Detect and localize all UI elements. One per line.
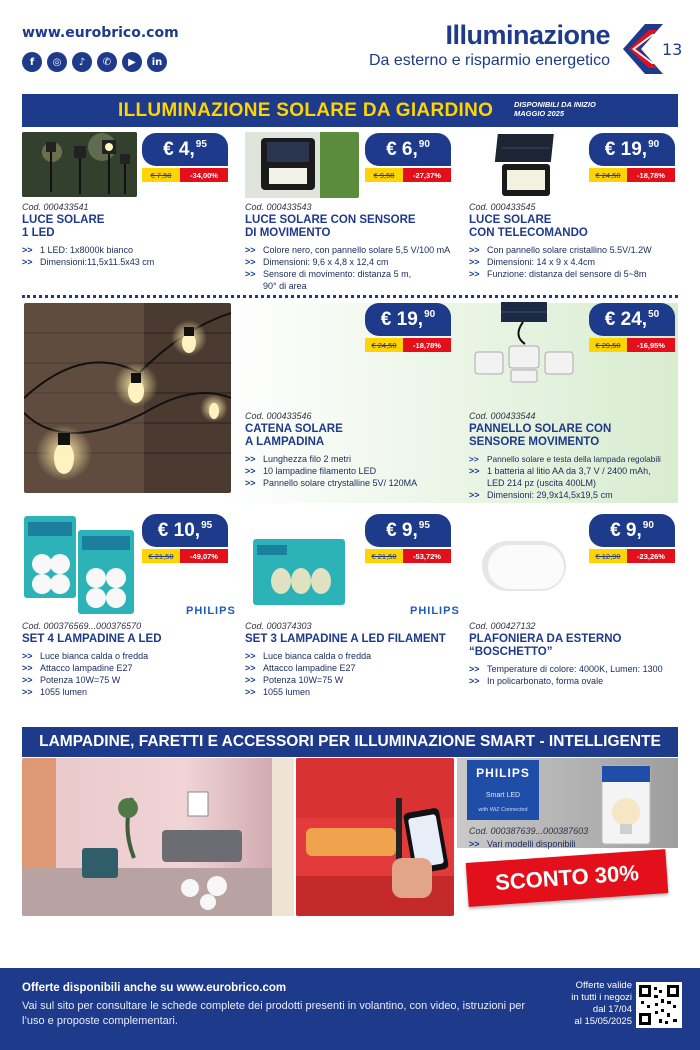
smart-living-room-photo [22,758,294,916]
footer-title[interactable]: Offerte disponibili anche su www.eurobrico.com [22,982,287,994]
pack-sub: with WiZ Connected [478,807,528,813]
feature-item: >> Dimensioni: 14 x 9 x 4.4cm [469,256,679,268]
product-features [22,244,232,268]
discount-stamp: SCONTO 30% [466,849,669,907]
footer-text: Vai sul sito per consultare le schede complete dei prodotti presenti in volantino, con video, istruzioni per l’uso e proposte complementari. [22,1000,526,1027]
product-code: Cod. 000433543 [245,202,312,212]
product-code: Cod. 000433545 [469,202,536,212]
product-code: Cod. 000433544 [469,411,536,421]
product-features [245,244,465,292]
feature-item: >> Luce bianca calda o fredda [22,650,232,662]
social-icons [22,52,167,72]
price-tag [142,133,228,182]
banner-title: LAMPADINE, FARETTI E ACCESSORI PER ILLUMINAZIONE SMART - INTELLIGENTE [39,733,661,750]
solar-panel-sensor-photo [473,300,577,384]
product-info [245,411,465,489]
product-info [245,202,465,292]
product-name: PLAFONIERA DA ESTERNO “BOSCHETTO” [469,633,622,658]
product-features [22,650,232,698]
solar-string-lights-photo [24,303,231,493]
feature-item: >> Pannello solare ctrystalline 5V/ 120MA [245,477,465,489]
feature-item: >> Pannello solare e testa della lampada regolabili [469,453,679,465]
feature-item: >> 1 batteria al litio AA da 3,7 V / 2400 mAh, LED 214 pz (uscita 400LM) [469,465,679,489]
product-code: Cod. 000433546 [245,411,312,421]
facebook-icon[interactable]: f [22,52,42,72]
price-current: € 19, $^{90}$ [365,303,451,336]
philips-4-bulbs-photo [22,512,137,616]
price-old: € 21,50 [142,549,180,563]
footer [0,968,700,1050]
smart-product-info [469,826,669,850]
feature-item: >> 10 lampadine filamento LED [245,465,465,477]
website-url[interactable]: www.eurobrico.com [22,25,179,41]
smart-lighting-banner [22,727,678,757]
feature-item: >> Con pannello solare cristallino 5.5V/1.2W [469,244,679,256]
product-code: Cod. 000374303 [245,621,312,631]
product-features [469,453,679,501]
price-current: € 4, $^{95}$ [142,133,228,166]
product-name: LUCE SOLARE CON TELECOMANDO [469,214,588,239]
product-info [245,621,465,698]
price-current: € 9, $^{95}$ [365,514,451,547]
qr-code-icon[interactable] [636,982,682,1028]
product-info [22,621,232,698]
smart-app-photo [296,758,454,916]
product-info [469,621,679,687]
eurobrico-chevron-logo [619,22,665,76]
feature-item: >> Colore nero, con pannello solare 5,5 V/100 mA [245,244,465,256]
solar-sensor-light-photo [245,132,359,198]
product-info [469,202,679,280]
product-features [245,453,465,489]
validity-text: Offerte valide in tutti i negozi dal 17/04 al 15/05/2025 [571,980,632,1027]
oval-ceiling-light-photo [478,535,570,597]
product-name: SET 3 LAMPADINE A LED FILAMENT [245,633,446,645]
product-name: PANNELLO SOLARE CON SENSORE MOVIMENTO [469,423,612,448]
price-old: € 7,50 [142,168,180,182]
feature-item: >> Potenza 10W=75 W [245,674,465,686]
product-code: Cod. 000433541 [22,202,89,212]
price-tag [365,133,451,182]
price-current: € 19, $^{90}$ [589,133,675,166]
price-current: € 24, $^{50}$ [589,303,675,336]
instagram-icon[interactable]: ◎ [47,52,67,72]
feature-item: >> 1 LED: 1x8000k bianco [22,244,232,256]
feature-item: >> Sensore di movimento: distanza 5 m, 90° di area [245,268,465,292]
feature-item: >> In policarbonato, forma ovale [469,675,679,687]
tiktok-icon[interactable]: ♪ [72,52,92,72]
discount-badge: -27,37% [403,168,451,182]
price-tag [365,514,451,563]
philips-brand-label: PHILIPS [410,605,460,617]
price-tag [589,133,675,182]
pack-label: Smart LED [485,792,521,799]
product-code: Cod. 000376569...000376570 [22,621,142,631]
product-name: LUCE SOLARE 1 LED [22,214,105,239]
linkedin-icon[interactable]: in [147,52,167,72]
product-info [469,411,679,501]
product-code: Cod. 000427132 [469,621,536,631]
product-name: SET 4 LAMPADINE A LED [22,633,162,645]
price-old: € 24,50 [365,338,403,352]
philips-3-filament-bulbs-photo [251,533,347,611]
product-features [245,650,465,698]
discount-badge: -16,95% [627,338,675,352]
feature-item: >> Funzione: distanza del sensore di 5~8m [469,268,679,280]
product-code: Cod. 000387639...000387603 [469,826,589,836]
philips-smart-pack [467,760,539,820]
discount-badge: -49,07% [180,549,228,563]
feature-item: >> Lunghezza filo 2 metri [245,453,465,465]
feature-item: >> Potenza 10W=75 W [22,674,232,686]
divider [22,295,678,298]
feature-item: >> Vari modelli disponibili [469,838,669,850]
whatsapp-icon[interactable]: ✆ [97,52,117,72]
discount-badge: -18,78% [627,168,675,182]
price-tag [365,303,451,352]
page-subtitle: Da esterno e risparmio energetico [368,52,610,69]
feature-item: >> 1055 lumen [245,686,465,698]
product-info [22,202,232,268]
discount-badge: -18,78% [403,338,451,352]
page-title: Illuminazione [445,20,610,50]
price-old: € 24,50 [589,168,627,182]
feature-item: >> Attacco lampadine E27 [245,662,465,674]
product-features [469,838,669,850]
page-number: 13 [662,40,683,59]
feature-item: >> Dimensioni:11,5x11.5x43 cm [22,256,232,268]
price-current: € 9, $^{90}$ [589,514,675,547]
availability-note: DISPONIBILI DA INIZIO MAGGIO 2025 [514,100,596,118]
product-features [469,244,679,280]
feature-item: >> Luce bianca calda o fredda [245,650,465,662]
price-current: € 10, $^{95}$ [142,514,228,547]
discount-badge: -23,26% [627,549,675,563]
philips-brand-label: PHILIPS [186,605,236,617]
price-tag [142,514,228,563]
youtube-icon[interactable]: ▶ [122,52,142,72]
product-features [469,663,679,687]
price-current: € 6, $^{90}$ [365,133,451,166]
solar-stake-lights-photo [22,132,137,197]
solar-remote-light-photo [492,132,560,198]
price-old: € 29,50 [589,338,627,352]
discount-badge: -34,00% [180,168,228,182]
price-old: € 21,50 [365,549,403,563]
price-old: € 12,90 [589,549,627,563]
price-old: € 9,50 [365,168,403,182]
price-tag [589,303,675,352]
feature-item: >> Temperature di colore: 4000K, Lumen: 1300 [469,663,679,675]
solar-garden-banner [22,94,678,127]
discount-badge: -53,72% [403,549,451,563]
product-name: LUCE SOLARE CON SENSORE DI MOVIMENTO [245,214,416,239]
banner-title: ILLUMINAZIONE SOLARE DA GIARDINO [118,100,494,121]
philips-brand-label: PHILIPS [476,766,530,780]
feature-item: >> Dimensioni: 9,6 x 4,8 x 12,4 cm [245,256,465,268]
price-tag [589,514,675,563]
feature-item: >> Attacco lampadine E27 [22,662,232,674]
feature-item: >> 1055 lumen [22,686,232,698]
feature-item: >> Dimensioni: 29,9x14,5x19,5 cm [469,489,679,501]
product-name: CATENA SOLARE A LAMPADINA [245,423,343,448]
